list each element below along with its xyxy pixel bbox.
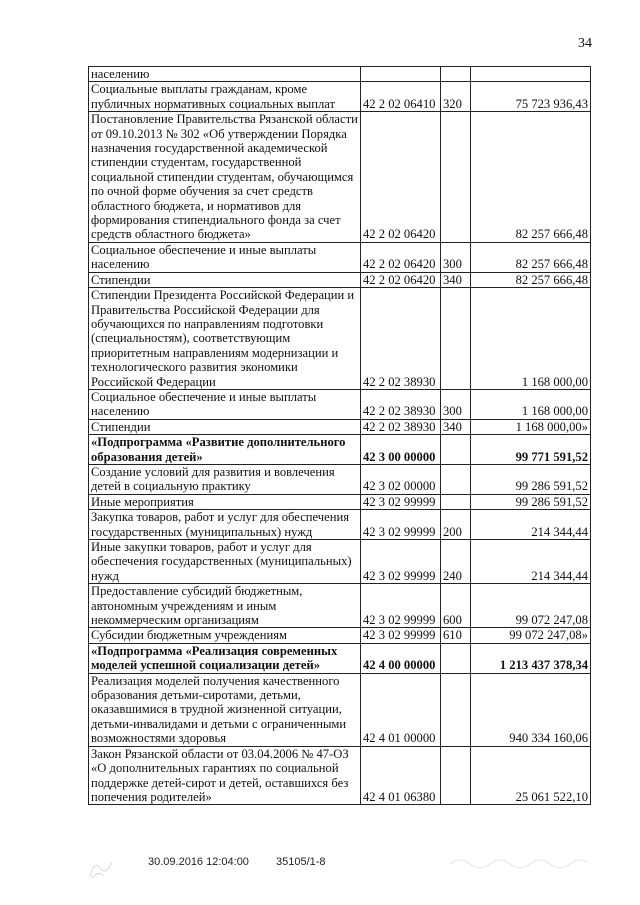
row-amount-cell: 82 257 666,48 — [471, 242, 591, 272]
table-row — [89, 435, 591, 465]
footer — [148, 856, 350, 868]
row-type-cell: 200 — [441, 510, 471, 540]
table-row — [89, 628, 591, 643]
page-number: 34 — [578, 36, 592, 51]
row-amount-cell: 99 286 591,52 — [471, 464, 591, 494]
row-type-cell — [441, 67, 471, 82]
row-amount-cell: 1 168 000,00 — [471, 389, 591, 419]
row-amount-cell: 99 286 591,52 — [471, 494, 591, 509]
row-type-cell — [441, 112, 471, 243]
row-type-cell: 600 — [441, 584, 471, 628]
table-row — [89, 510, 591, 540]
row-code-cell: 42 2 02 06420 — [361, 272, 441, 287]
budget-table — [88, 66, 591, 805]
budget-table-body — [89, 67, 591, 805]
faint-signature-mark — [448, 852, 588, 872]
row-type-cell — [441, 288, 471, 390]
row-amount-cell: 99 072 247,08» — [471, 628, 591, 643]
row-type-cell — [441, 643, 471, 673]
table-row — [89, 419, 591, 434]
table-row — [89, 643, 591, 673]
row-code-cell — [361, 67, 441, 82]
row-type-cell: 240 — [441, 540, 471, 584]
row-name-cell: Закупка товаров, работ и услуг для обеспечения государственных (муниципальных) нужд — [89, 510, 361, 540]
table-row — [89, 272, 591, 287]
row-amount-cell: 1 168 000,00» — [471, 419, 591, 434]
table-row — [89, 288, 591, 390]
row-name-cell: Социальное обеспечение и иные выплаты населению — [89, 389, 361, 419]
table-row — [89, 389, 591, 419]
row-amount-cell: 214 344,44 — [471, 510, 591, 540]
row-amount-cell: 1 168 000,00 — [471, 288, 591, 390]
row-code-cell: 42 3 02 99999 — [361, 510, 441, 540]
row-amount-cell: 25 061 522,10 — [471, 746, 591, 805]
row-name-cell: Создание условий для развития и вовлечения детей в социальную практику — [89, 464, 361, 494]
row-type-cell: 340 — [441, 419, 471, 434]
row-amount-cell: 214 344,44 — [471, 540, 591, 584]
row-name-cell: Стипендии — [89, 419, 361, 434]
table-row — [89, 584, 591, 628]
table-row — [89, 673, 591, 746]
row-code-cell: 42 3 02 99999 — [361, 584, 441, 628]
row-code-cell: 42 2 02 38930 — [361, 419, 441, 434]
row-type-cell: 320 — [441, 82, 471, 112]
row-type-cell: 300 — [441, 242, 471, 272]
row-code-cell: 42 2 02 38930 — [361, 288, 441, 390]
row-code-cell: 42 3 02 99999 — [361, 628, 441, 643]
row-code-cell: 42 4 01 00000 — [361, 673, 441, 746]
row-name-cell: Закон Рязанской области от 03.04.2006 № 47-ОЗ «О дополнительных гарантиях по социальной поддержке детей-сирот и детей, оставшихся без попечения родителей» — [89, 746, 361, 805]
row-code-cell: 42 3 02 99999 — [361, 494, 441, 509]
row-amount-cell: 99 072 247,08 — [471, 584, 591, 628]
row-type-cell: 300 — [441, 389, 471, 419]
row-amount-cell — [471, 67, 591, 82]
row-type-cell — [441, 746, 471, 805]
row-code-cell: 42 3 02 99999 — [361, 540, 441, 584]
row-name-cell: «Подпрограмма «Развитие дополнительного образования детей» — [89, 435, 361, 465]
row-type-cell: 340 — [441, 272, 471, 287]
row-amount-cell: 82 257 666,48 — [471, 272, 591, 287]
row-code-cell: 42 2 02 06420 — [361, 242, 441, 272]
row-code-cell: 42 4 01 06380 — [361, 746, 441, 805]
row-code-cell: 42 4 00 00000 — [361, 643, 441, 673]
row-amount-cell: 99 771 591,52 — [471, 435, 591, 465]
row-code-cell: 42 3 00 00000 — [361, 435, 441, 465]
table-row — [89, 82, 591, 112]
table-row — [89, 464, 591, 494]
faint-stamp-mark — [88, 856, 114, 880]
row-amount-cell: 1 213 437 378,34 — [471, 643, 591, 673]
table-row — [89, 67, 591, 82]
row-code-cell: 42 3 02 00000 — [361, 464, 441, 494]
row-name-cell: Реализация моделей получения качественного образования детьми-сиротами, детьми, оказавшимися в трудной жизненной ситуации, детьми-инвалидами и детьми с ограниченными возможностями здоровья — [89, 673, 361, 746]
row-code-cell: 42 2 02 06410 — [361, 82, 441, 112]
footer-doc-number: 35105/1-8 — [276, 856, 326, 868]
row-name-cell: Иные закупки товаров, работ и услуг для обеспечения государственных (муниципальных) нужд — [89, 540, 361, 584]
row-type-cell — [441, 494, 471, 509]
row-amount-cell: 82 257 666,48 — [471, 112, 591, 243]
row-type-cell — [441, 673, 471, 746]
row-name-cell: Социальное обеспечение и иные выплаты населению — [89, 242, 361, 272]
row-name-cell: Стипендии — [89, 272, 361, 287]
table-row — [89, 242, 591, 272]
row-amount-cell: 75 723 936,43 — [471, 82, 591, 112]
row-type-cell: 610 — [441, 628, 471, 643]
row-name-cell: «Подпрограмма «Реализация современных моделей успешной социализации детей» — [89, 643, 361, 673]
table-row — [89, 494, 591, 509]
table-row — [89, 540, 591, 584]
row-name-cell: Стипендии Президента Российской Федерации и Правительства Российской Федерации для обучающихся по направлениям подготовки (специальностям), соответствующим приоритетным направлениям модернизации и технологического развития экономики Российской Федерации — [89, 288, 361, 390]
row-name-cell: Предоставление субсидий бюджетным, автономным учреждениям и иным некоммерческим организациям — [89, 584, 361, 628]
row-amount-cell: 940 334 160,06 — [471, 673, 591, 746]
row-name-cell: Субсидии бюджетным учреждениям — [89, 628, 361, 643]
row-name-cell: Социальные выплаты гражданам, кроме публичных нормативных социальных выплат — [89, 82, 361, 112]
row-code-cell: 42 2 02 06420 — [361, 112, 441, 243]
row-name-cell: населению — [89, 67, 361, 82]
table-row — [89, 746, 591, 805]
row-name-cell: Постановление Правительства Рязанской области от 09.10.2013 № 302 «Об утверждении Порядка назначения государственной академической стипендии студентам, государственной социальной стипендии студентам, обучающимся по очной форме обучения за счет средств областного бюджета, и нормативов для формирования стипендиального фонда за счет средств областного бюджета» — [89, 112, 361, 243]
table-row — [89, 112, 591, 243]
row-type-cell — [441, 435, 471, 465]
footer-timestamp: 30.09.2016 12:04:00 — [148, 856, 249, 868]
row-name-cell: Иные мероприятия — [89, 494, 361, 509]
row-type-cell — [441, 464, 471, 494]
row-code-cell: 42 2 02 38930 — [361, 389, 441, 419]
